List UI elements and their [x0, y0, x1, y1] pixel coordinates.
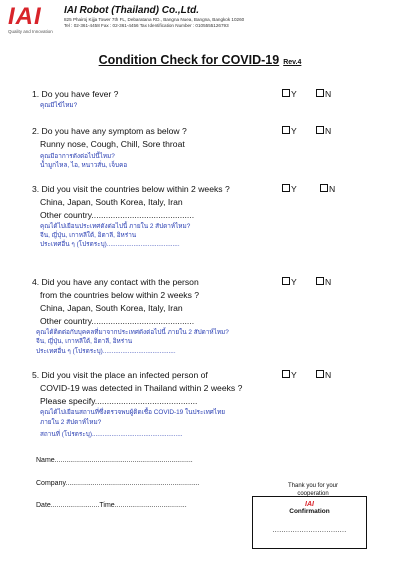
logo-text: IAI	[8, 3, 42, 30]
company-logo	[8, 3, 58, 34]
form-title-main: Condition Check for COVID-19	[98, 53, 280, 67]
q5-yes-option[interactable]: Y	[282, 370, 297, 380]
question-3-other-en[interactable]: Other country...........................................	[40, 210, 195, 220]
confirmation-signature-line[interactable]: .................................	[272, 527, 347, 534]
logo-tagline: Quality and Innovation	[8, 29, 53, 34]
question-3-countries-th: จีน, ญี่ปุ่น, เกาหลีใต้, อิตาลี, อิหร่าน	[40, 232, 137, 239]
confirmation-iai: IAI	[305, 501, 314, 508]
company-field[interactable]: Company.....................................................................	[36, 480, 200, 487]
confirmation-box	[252, 496, 367, 549]
question-5-en: 5. Did you visit the place an infected person of	[32, 370, 208, 380]
confirmation-label: Confirmation	[289, 508, 330, 515]
question-5-specify-th[interactable]: สถานที่ (โปรดระบุ)...................................................	[40, 431, 183, 438]
question-3-countries-en: China, Japan, South Korea, Italy, Iran	[40, 197, 183, 207]
checkbox-icon[interactable]	[320, 184, 328, 192]
question-2-detail-th: น้ำมูกไหล, ไอ, หนาวสั่น, เจ็บคอ	[40, 162, 128, 169]
company-name: IAI Robot (Thailand) Co.,Ltd.	[64, 5, 199, 16]
question-1-en: 1. Do you have fever ?	[32, 89, 119, 99]
q2-yes-option[interactable]: Y	[282, 126, 297, 136]
checkbox-icon[interactable]	[282, 277, 290, 285]
question-4-other-th[interactable]: ประเทศอื่น ๆ (โปรดระบุ).........................................	[36, 348, 176, 355]
question-4-en-line2: from the countries below within 2 weeks ?	[40, 290, 200, 300]
checkbox-icon[interactable]	[316, 370, 324, 378]
question-4-en: 4. Did you have any contact with the person	[32, 277, 199, 287]
checkbox-icon[interactable]	[282, 126, 290, 134]
form-revision: Rev.4	[283, 59, 302, 66]
question-2-th: คุณมีอาการดังต่อไปนี้ไหม?	[40, 153, 115, 160]
form-title	[0, 53, 400, 67]
question-5-en-line2: COVID-19 was detected in Thailand within 2 weeks ?	[40, 383, 243, 393]
q2-no-option[interactable]: N	[316, 126, 331, 136]
question-2-detail-en: Runny nose, Cough, Chill, Sore throat	[40, 139, 185, 149]
question-4-other-en[interactable]: Other country...........................................	[40, 316, 195, 326]
question-5-th: คุณได้ไปเยือนสถานที่ซึ่งตรวจพบผู้ติดเชื้อ COVID-19 ในประเทศไทย	[40, 409, 226, 416]
question-1-th: คุณมีไข้ไหม?	[40, 102, 78, 109]
checkbox-icon[interactable]	[282, 370, 290, 378]
checkbox-icon[interactable]	[316, 126, 324, 134]
address-line-2: Tel : 02-361-4458 Fax : 02-361-4456 Tax Identification Number : 0105555126793	[64, 23, 229, 28]
checkbox-icon[interactable]	[316, 89, 324, 97]
q1-no-option[interactable]: N	[316, 89, 331, 99]
checkbox-icon[interactable]	[282, 89, 290, 97]
q1-yes-option[interactable]: Y	[282, 89, 297, 99]
checkbox-icon[interactable]	[282, 184, 290, 192]
question-4-countries-en: China, Japan, South Korea, Italy, Iran	[40, 303, 183, 313]
company-address	[64, 17, 364, 29]
question-3-en: 3. Did you visit the countries below within 2 weeks ?	[32, 184, 230, 194]
q3-no-option[interactable]: N	[320, 184, 335, 194]
question-3-other-th[interactable]: ประเทศอื่น ๆ (โปรดระบุ).........................................	[40, 241, 180, 248]
checkbox-icon[interactable]	[316, 277, 324, 285]
question-4-countries-th: จีน, ญี่ปุ่น, เกาหลีใต้, อิตาลี, อิหร่าน	[36, 338, 133, 345]
question-2-en: 2. Do you have any symptom as below ?	[32, 126, 187, 136]
question-3-th: คุณได้ไปเยือนประเทศดังต่อไปนี้ ภายใน 2 สัปดาห์ไหม?	[40, 223, 191, 230]
date-time-field[interactable]: Date.........................Time.....................................	[36, 502, 187, 509]
thank-you-note: Thank you for your cooperation	[287, 483, 339, 497]
question-5-specify-en[interactable]: Please specify...........................................	[40, 396, 198, 406]
q4-no-option[interactable]: N	[316, 277, 331, 287]
q4-yes-option[interactable]: Y	[282, 277, 297, 287]
q3-yes-option[interactable]: Y	[282, 184, 297, 194]
address-line-1: 825 Phairoj Kijja Tower 7th FL, Debaratana RD., Bangna Nuea, Bangna, Bangkok 10260	[64, 17, 245, 22]
question-5-th-line2: ภายใน 2 สัปดาห์ไหม?	[40, 419, 102, 426]
question-4-th: คุณได้ติดต่อกับบุคคลที่มาจากประเทศดังต่อไปนี้ ภายใน 2 สัปดาห์ไหม?	[36, 329, 229, 336]
name-field[interactable]: Name.......................................................................	[36, 457, 193, 464]
q5-no-option[interactable]: N	[316, 370, 331, 380]
